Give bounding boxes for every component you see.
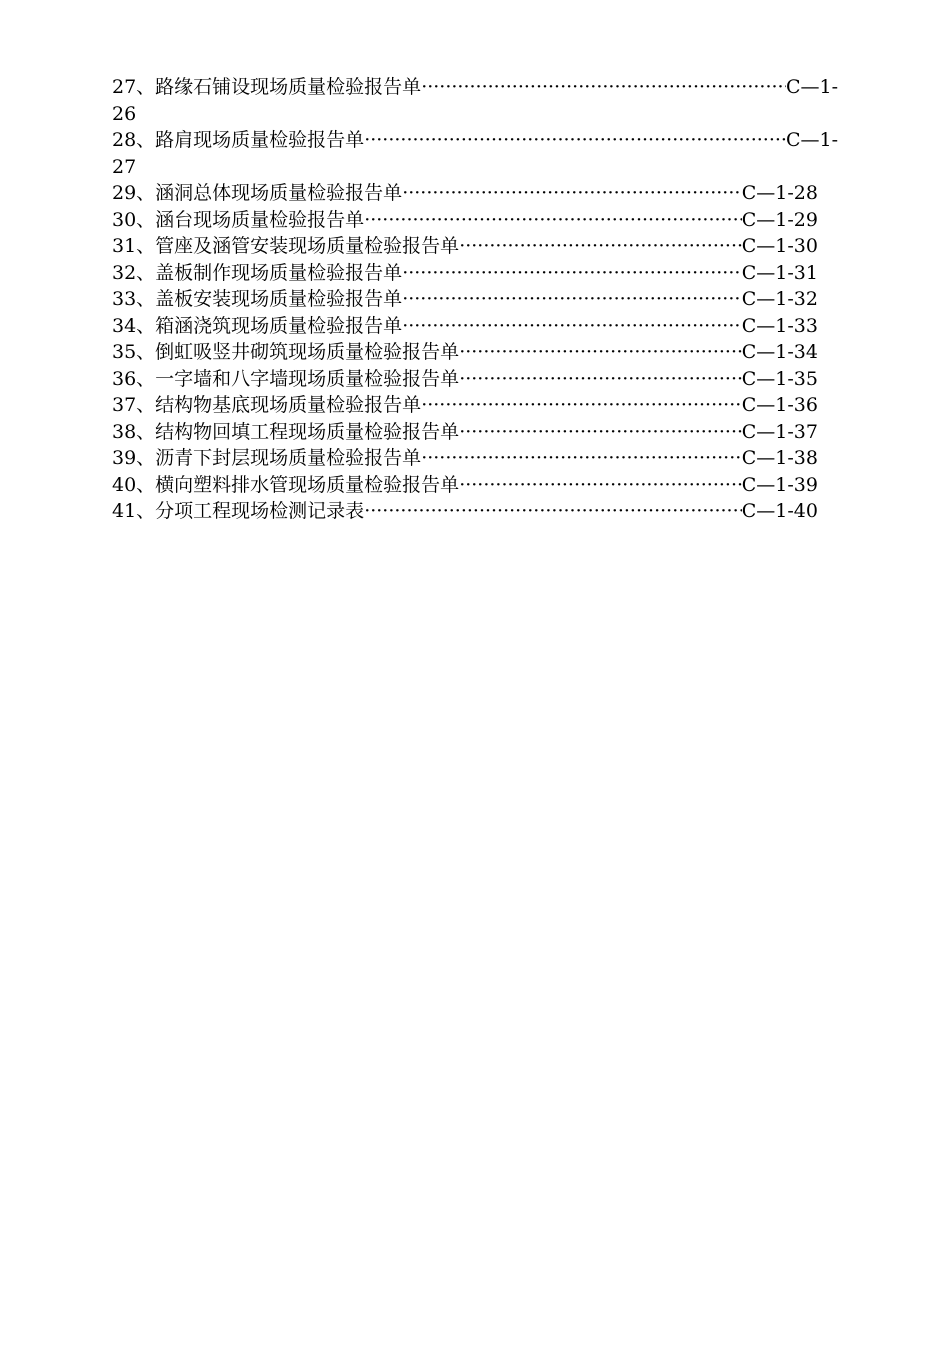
toc-leader-dots: [459, 366, 742, 393]
toc-entry-35[interactable]: [112, 339, 818, 366]
toc-entry-title: 34、箱涵浇筑现场质量检验报告单: [112, 314, 403, 337]
toc-leader-dots: [402, 180, 742, 207]
toc-entry-29[interactable]: [112, 180, 818, 207]
toc-entry-31[interactable]: [112, 233, 818, 260]
toc-entry-title: 37、结构物基底现场质量检验报告单: [112, 394, 422, 416]
toc-entry-title: 31、管座及涵管安装现场质量检验报告单: [112, 235, 460, 257]
toc-entry-28[interactable]: [112, 127, 838, 154]
toc-leader-dots: [402, 286, 742, 313]
toc-entry-title: 35、倒虹吸竖井砌筑现场质量检验报告单: [112, 341, 460, 363]
toc-entry-page: C—1-34: [741, 341, 818, 363]
table-of-contents: [112, 74, 842, 525]
toc-leader-dots: [364, 498, 742, 525]
toc-leader-dots: [421, 74, 786, 101]
toc-entry-title: 39、沥青下封层现场质量检验报告单: [112, 447, 422, 469]
toc-entry-page: C—1-38: [741, 447, 818, 469]
toc-entry-32[interactable]: [112, 260, 818, 287]
toc-entry-title: 27、路缘石铺设现场质量检验报告单: [112, 76, 422, 98]
toc-entry-title: 32、盖板制作现场质量检验报告单: [112, 261, 403, 284]
toc-leader-dots: [459, 233, 742, 260]
toc-entry-36[interactable]: [112, 366, 818, 393]
toc-entry-title: 41、分项工程现场检测记录表: [112, 500, 365, 522]
toc-entry-page: C—1-29: [741, 208, 818, 231]
toc-entry-title: 28、路肩现场质量检验报告单: [112, 129, 365, 151]
toc-leader-dots: [459, 472, 742, 499]
toc-leader-dots: [459, 419, 742, 446]
toc-entry-37[interactable]: [112, 392, 818, 419]
toc-entry-page: C—1-32: [741, 288, 818, 310]
toc-entry-title: 38、结构物回填工程现场质量检验报告单: [112, 420, 460, 443]
toc-leader-dots: [402, 260, 742, 287]
toc-entry-41[interactable]: [112, 498, 818, 525]
toc-leader-dots: [364, 127, 786, 154]
toc-entry-page: C—1-39: [741, 473, 818, 496]
toc-entry-page: C—1-33: [741, 314, 818, 337]
toc-leader-dots: [421, 445, 742, 472]
toc-entry-page: C—1-36: [741, 394, 818, 416]
toc-entry-page: C—1-40: [741, 500, 818, 522]
toc-entry-title: 29、涵洞总体现场质量检验报告单: [112, 182, 403, 204]
toc-entry-page: C—1-37: [741, 420, 818, 443]
toc-entry-38[interactable]: [112, 419, 818, 446]
toc-entry-page-wrap: 26: [112, 102, 137, 125]
toc-entry-title: 33、盖板安装现场质量检验报告单: [112, 288, 403, 310]
toc-entry-page: C—1-: [785, 76, 838, 98]
toc-entry-30[interactable]: [112, 207, 818, 234]
toc-entry-page: C—1-30: [741, 235, 818, 257]
toc-entry-title: 40、横向塑料排水管现场质量检验报告单: [112, 473, 460, 496]
toc-leader-dots: [421, 392, 742, 419]
toc-entry-page: C—1-35: [741, 367, 818, 390]
toc-entry-page-wrap: 27: [112, 155, 137, 178]
toc-entry-title: 30、涵台现场质量检验报告单: [112, 208, 365, 231]
toc-entry-33[interactable]: [112, 286, 818, 313]
toc-leader-dots: [402, 313, 742, 340]
toc-entry-39[interactable]: [112, 445, 818, 472]
toc-entry-page: C—1-31: [741, 261, 818, 284]
toc-entry-page: C—1-: [785, 129, 838, 151]
toc-entry-page: C—1-28: [741, 182, 818, 204]
toc-entry-34[interactable]: [112, 313, 818, 340]
toc-entry-27[interactable]: [112, 74, 838, 101]
toc-leader-dots: [364, 207, 742, 234]
toc-entry-title: 36、一字墙和八字墙现场质量检验报告单: [112, 367, 460, 390]
toc-entry-40[interactable]: [112, 472, 818, 499]
toc-leader-dots: [459, 339, 742, 366]
